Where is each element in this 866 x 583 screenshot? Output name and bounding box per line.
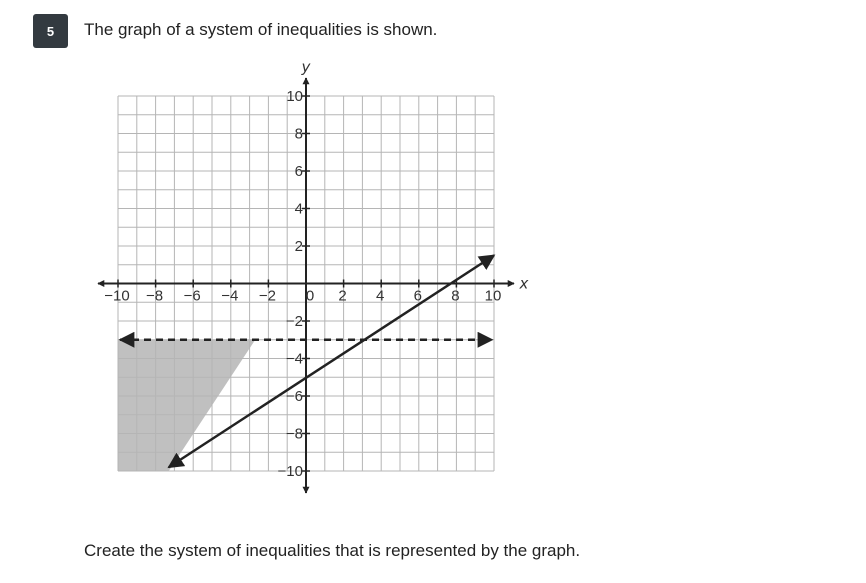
question-instruction: Create the system of inequalities that is represented by the graph. <box>84 541 581 560</box>
y-tick-label: −8 <box>285 425 303 443</box>
y-tick-label: 6 <box>294 163 303 180</box>
y-axis-label: y <box>301 58 311 76</box>
y-tick-label: −4 <box>285 350 303 368</box>
shaded-solution-region <box>118 340 255 471</box>
question-prompt: The graph of a system of inequalities is shown. <box>84 20 438 39</box>
x-tick-label: −4 <box>221 287 239 305</box>
x-tick-label: 2 <box>338 287 347 305</box>
y-tick-label: 10 <box>286 88 303 105</box>
shaded-region-layer <box>118 340 255 471</box>
y-tick-label: −10 <box>277 463 303 480</box>
y-tick-label: 8 <box>294 125 303 143</box>
x-tick-label: −6 <box>183 287 201 305</box>
x-tick-label: 4 <box>376 287 385 305</box>
y-tick-label: −2 <box>285 313 303 330</box>
x-tick-label: 0 <box>305 287 315 305</box>
question-number-badge: 5 <box>33 14 68 48</box>
x-tick-label: −10 <box>104 287 130 305</box>
x-tick-label: 10 <box>484 287 502 305</box>
x-tick-label: 8 <box>451 287 460 305</box>
x-tick-label: −8 <box>146 287 164 305</box>
x-tick-label: −2 <box>258 287 276 305</box>
y-tick-label: 2 <box>294 238 303 255</box>
x-tick-label: 6 <box>413 287 422 305</box>
y-tick-label: −6 <box>285 388 303 405</box>
x-axis-label: x <box>519 274 529 293</box>
y-tick-label: 4 <box>294 200 303 218</box>
